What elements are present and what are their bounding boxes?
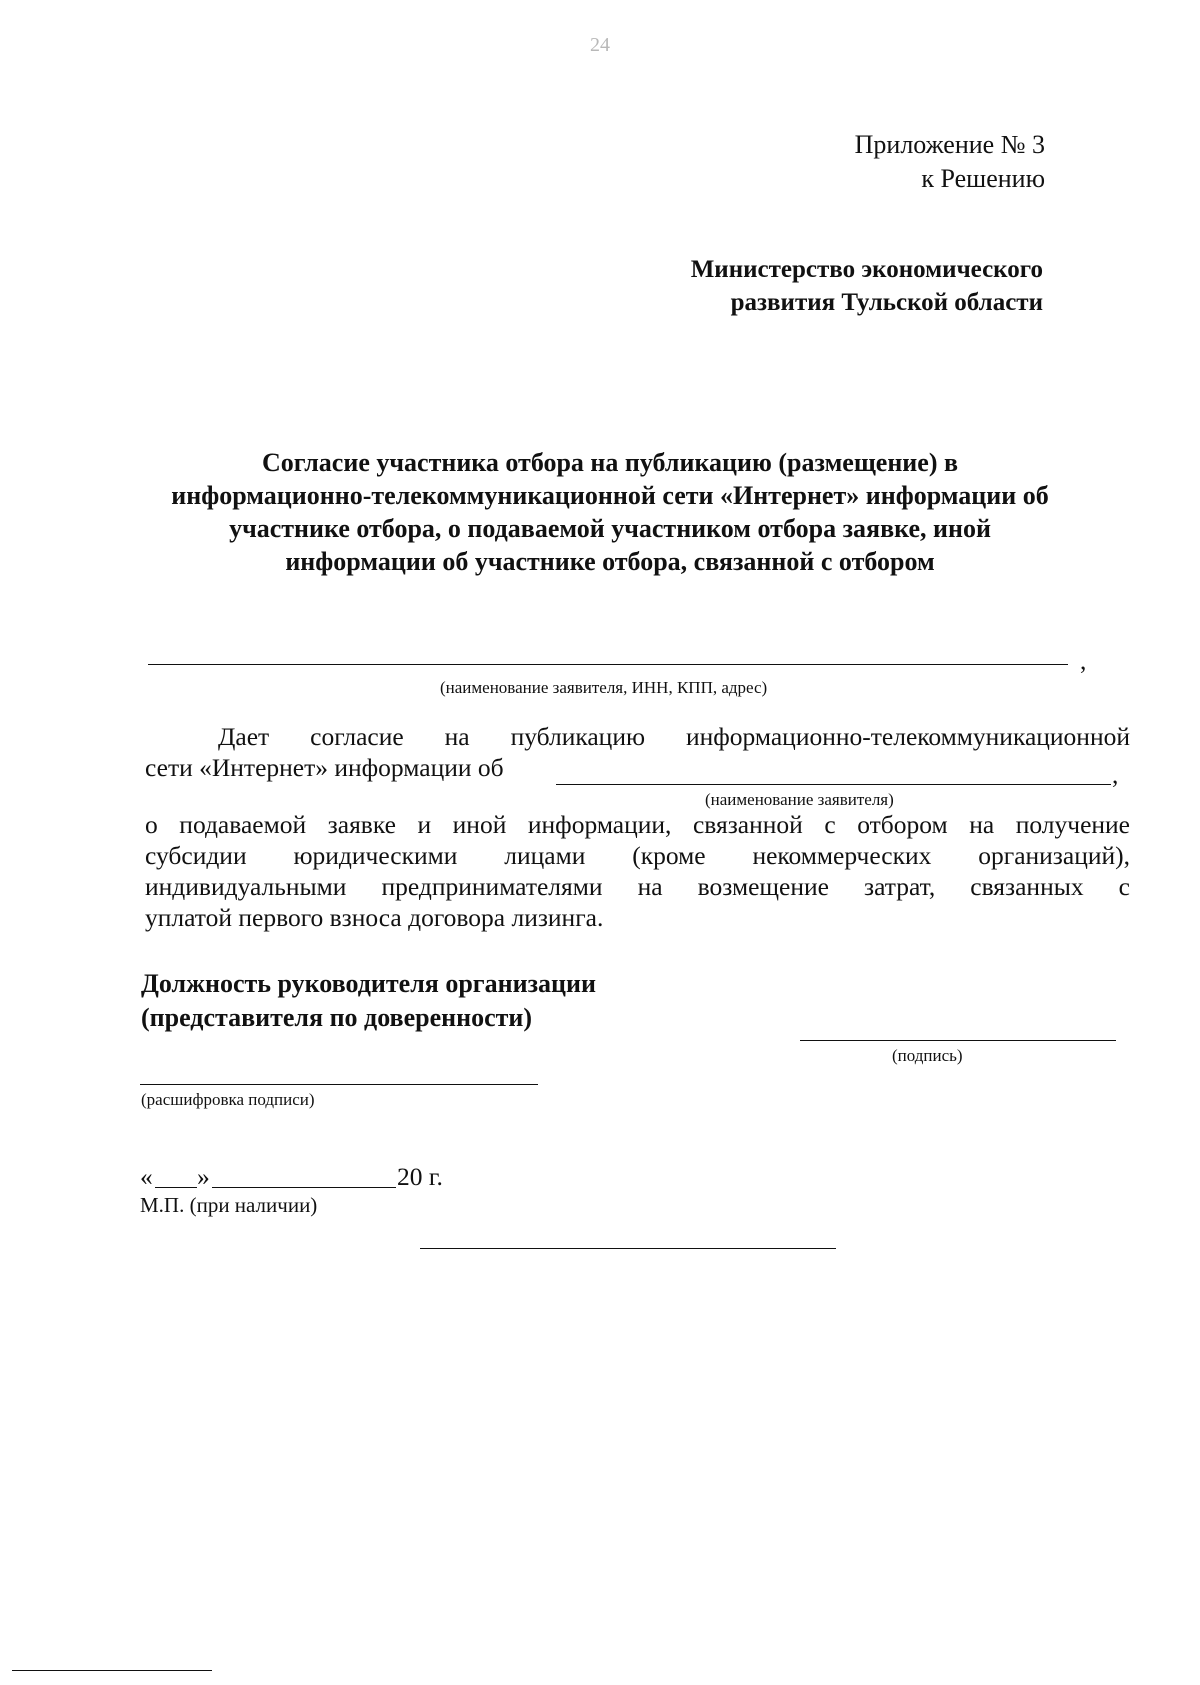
title-line-1: Согласие участника отбора на публикацию (размещение) в	[261, 448, 959, 477]
stamp-note: М.П. (при наличии)	[140, 1193, 318, 1217]
consent-line-3: о подаваемой заявке и иной информации, связанной с отбором на получение	[145, 810, 1130, 839]
footer-rule	[12, 1670, 212, 1671]
signature-line	[800, 1040, 1116, 1041]
title-line-4: информации об участнике отбора, связанной с отбором	[285, 547, 935, 576]
signature-decoding-caption: (расшифровка подписи)	[141, 1090, 315, 1109]
addressee-line-1: Министерство экономического	[690, 256, 1043, 283]
closing-divider	[420, 1248, 836, 1249]
consent-line-1: Дает согласие на публикацию информационно-телекоммуникационной	[218, 722, 1130, 751]
consent-line-6: уплатой первого взноса договора лизинга.	[145, 903, 604, 932]
applicant-name-caption: (наименование заявителя)	[705, 790, 894, 809]
consent-line-4: субсидии юридическими лицами (кроме некоммерческих организаций),	[145, 841, 1130, 870]
consent-line-2-comma: ,	[1112, 760, 1119, 789]
signatory-title	[141, 967, 596, 1035]
applicant-name-line	[556, 784, 1111, 785]
appendix-line-2: к Решению	[921, 164, 1045, 193]
applicant-field-line	[148, 664, 1068, 665]
date-close-quote: »	[197, 1162, 210, 1191]
page-number: 24	[590, 34, 610, 56]
date-day-line	[155, 1187, 197, 1188]
addressee	[691, 253, 1043, 319]
applicant-field-caption: (наименование заявителя, ИНН, КПП, адрес)	[440, 678, 768, 697]
date-year: 20 г.	[397, 1162, 443, 1191]
signature-decoding-line	[140, 1084, 538, 1085]
consent-line-2-prefix: сети «Интернет» информации об	[145, 753, 504, 782]
signatory-line-2: (представителя по доверенности)	[141, 1003, 533, 1032]
applicant-field-comma: ,	[1080, 646, 1087, 675]
consent-line-5: индивидуальными предпринимателями на возмещение затрат, связанных с	[145, 872, 1130, 901]
title-line-3: участнике отбора, о подаваемой участником отбора заявке, иной	[229, 514, 991, 543]
signature-caption: (подпись)	[892, 1046, 963, 1065]
signatory-line-1: Должность руководителя организации	[141, 969, 596, 998]
appendix-line-1: Приложение № 3	[854, 130, 1045, 159]
addressee-line-2: развития Тульской области	[730, 289, 1043, 316]
appendix-reference	[855, 128, 1045, 196]
date-open-quote: «	[140, 1162, 153, 1191]
title-line-2: информационно-телекоммуникационной сети «Интернет» информации об	[171, 481, 1049, 510]
document-title	[140, 446, 1080, 578]
date-month-line	[212, 1187, 396, 1188]
